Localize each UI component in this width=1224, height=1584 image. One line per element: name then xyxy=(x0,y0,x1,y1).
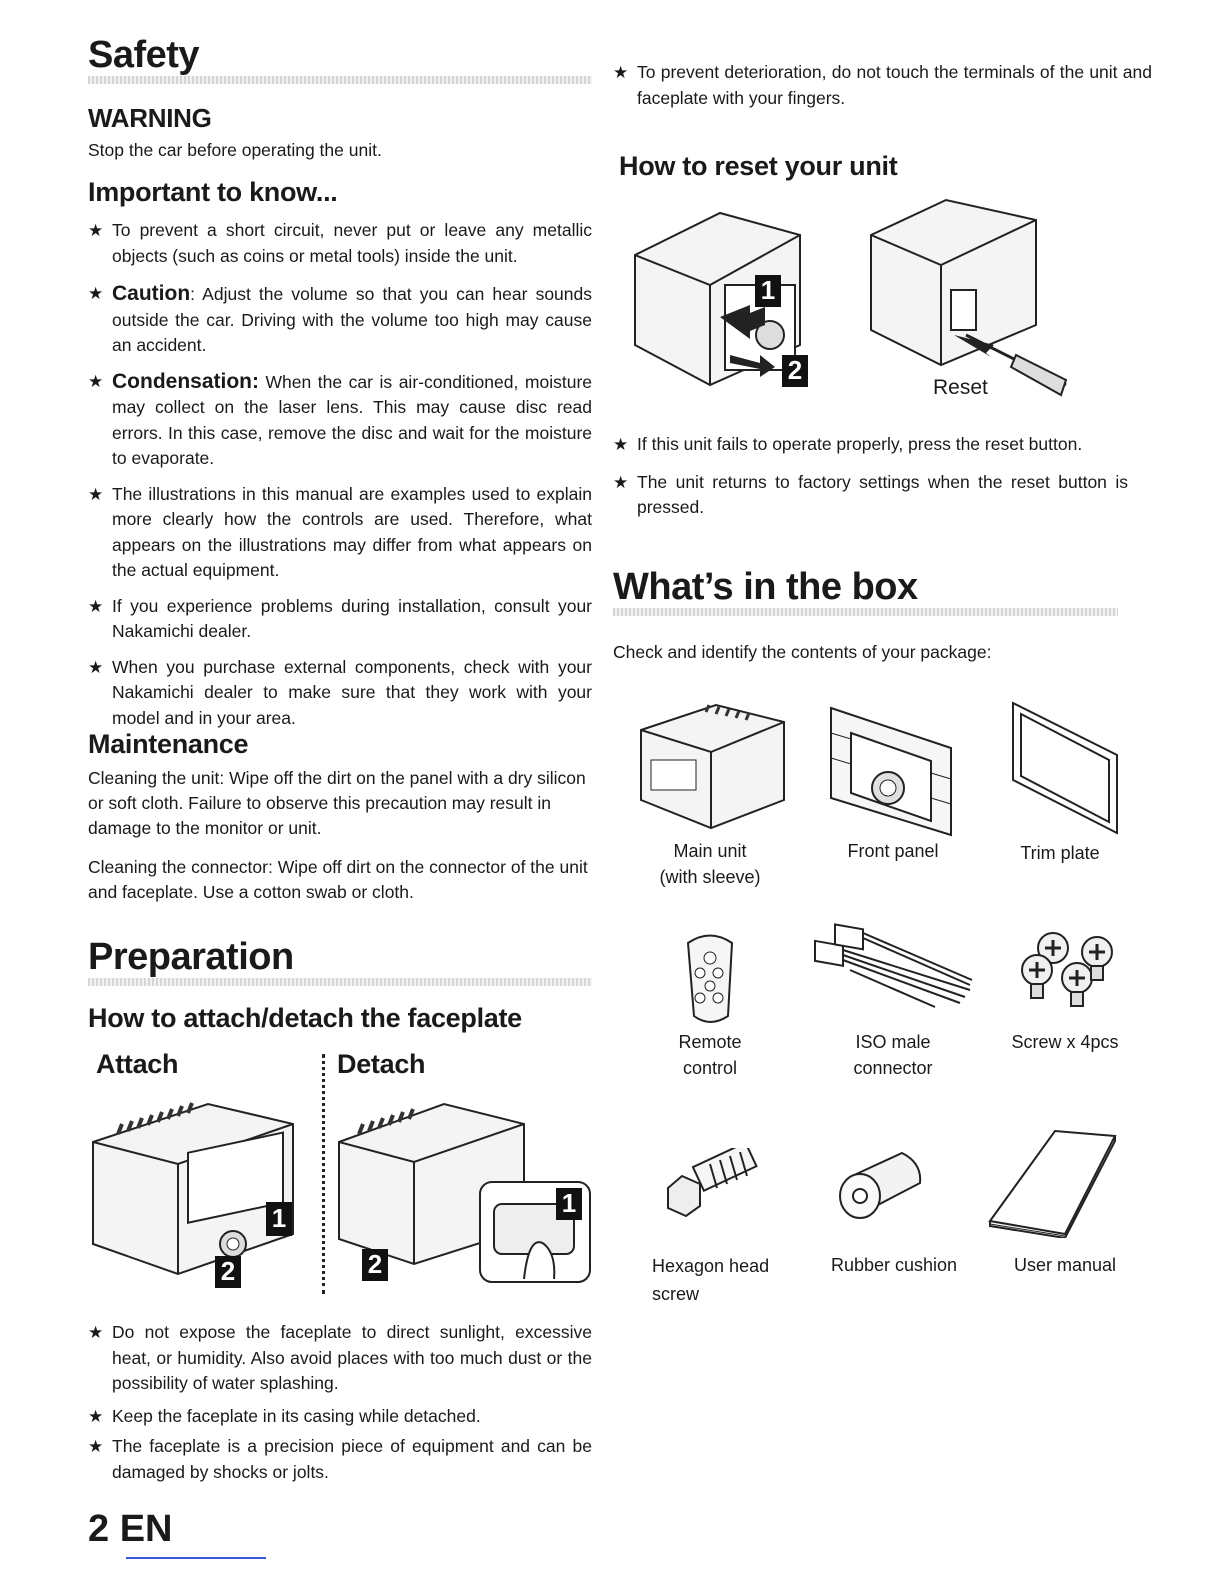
main-unit-image xyxy=(636,700,786,830)
detach-label: Detach xyxy=(337,1049,426,1079)
bullet-text: To prevent deterioration, do not touch the terminals of the unit and faceplate with your fingers. xyxy=(637,62,1152,108)
detach-illustration xyxy=(334,1094,596,1289)
safety-bullet xyxy=(88,218,592,269)
safety-section-header xyxy=(88,36,592,84)
warning-text: Stop the car before operating the unit. xyxy=(88,140,382,160)
title-rule xyxy=(88,978,592,986)
star-bullet-icon: ★ xyxy=(613,63,629,82)
maintenance-heading: Maintenance xyxy=(88,729,249,759)
box-item-detail: (with sleeve) xyxy=(659,867,761,887)
page-number: 2 EN xyxy=(88,1508,173,1550)
important-heading: Important to know... xyxy=(88,177,338,207)
star-bullet-icon: ★ xyxy=(88,1437,104,1456)
bullet-text: If this unit fails to operate properly, press the reset button. xyxy=(637,434,1083,454)
screws-drawing xyxy=(1015,930,1125,1010)
deterioration-bullet xyxy=(613,60,1152,111)
star-bullet-icon: ★ xyxy=(613,472,629,492)
reset-heading: How to reset your unit xyxy=(619,151,898,181)
star-bullet-icon: ★ xyxy=(613,435,629,454)
bullet-text: : Adjust the volume so that you can hear sounds outside the car. Driving with the volume too high may cause an accident. xyxy=(112,284,592,355)
bullet-text: The faceplate is a precision piece of equipment and can be damaged by shocks or jolts. xyxy=(112,1436,592,1482)
star-bullet-icon: ★ xyxy=(88,596,104,616)
step-1-badge: 1 xyxy=(271,1203,287,1233)
step-1-badge: 1 xyxy=(760,275,776,305)
box-item-caption xyxy=(1000,1029,1130,1055)
screws-image xyxy=(1015,930,1125,1010)
safety-bullet xyxy=(88,594,592,645)
hexagon-screw-image xyxy=(660,1148,765,1223)
reset-label: Reset xyxy=(933,376,988,399)
safety-bullet xyxy=(88,482,592,584)
safety-bullet xyxy=(88,655,592,732)
user-manual-drawing xyxy=(985,1126,1120,1238)
preparation-bullet xyxy=(88,1404,592,1430)
star-bullet-icon: ★ xyxy=(88,657,104,677)
preparation-bullet xyxy=(88,1434,592,1485)
box-item-detail: connector xyxy=(853,1058,933,1078)
hexagon-screw-drawing xyxy=(660,1148,765,1223)
whats-in-box-section-header xyxy=(613,568,1118,616)
box-item-name: ISO male xyxy=(855,1032,931,1052)
box-item-name: User manual xyxy=(1013,1255,1117,1275)
reset-bullet xyxy=(613,470,1128,521)
bullet-text: The unit returns to factory settings when the reset button is pressed. xyxy=(637,471,1128,517)
attach-detach-heading: How to attach/detach the faceplate xyxy=(88,1003,522,1033)
step-2-badge: 2 xyxy=(367,1249,383,1279)
car-stereo-detach-drawing xyxy=(334,1094,596,1289)
maintenance-connector-text: Cleaning the connector: Wipe off dirt on the connector of the unit and faceplate. Use a cotton swab or cloth. xyxy=(88,857,588,902)
box-item-caption xyxy=(833,838,953,864)
box-item-caption xyxy=(826,1252,962,1278)
car-stereo-attach-drawing xyxy=(88,1094,308,1294)
bullet-bold-label: Caution xyxy=(112,282,191,305)
reset-illustration-button xyxy=(866,195,1076,405)
star-bullet-icon: ★ xyxy=(88,484,104,504)
bullet-bold-label: Condensation: xyxy=(112,369,259,393)
box-item-name: Main unit xyxy=(673,841,747,861)
car-stereo-remove-faceplate-drawing xyxy=(630,205,830,395)
iso-connector-image xyxy=(810,915,975,1010)
star-bullet-icon: ★ xyxy=(88,284,104,303)
rubber-cushion-image xyxy=(832,1148,927,1228)
bullet-text: Do not expose the faceplate to direct sunlight, excessive heat, or humidity. Also avoid places with too much dust or the possibility of water splashing. xyxy=(112,1322,592,1393)
section-title-preparation: Preparation xyxy=(88,936,294,978)
attach-detach-divider xyxy=(322,1054,325,1294)
box-item-name: Hexagon head xyxy=(652,1256,770,1276)
safety-bullet xyxy=(88,281,592,359)
main-unit-drawing xyxy=(636,700,786,830)
trim-plate-image xyxy=(1010,700,1120,835)
title-rule xyxy=(613,608,1118,616)
box-item-name: Trim plate xyxy=(1020,843,1100,863)
trim-plate-drawing xyxy=(1010,700,1120,835)
footer-link-underline xyxy=(126,1557,266,1559)
maintenance-unit-text: Cleaning the unit: Wipe off the dirt on the panel with a dry silicon or soft cloth. Failure to observe this precaution may result in damage to the monitor or unit. xyxy=(88,768,586,838)
title-rule xyxy=(88,76,592,84)
box-item-detail: screw xyxy=(652,1284,700,1304)
step-2-badge: 2 xyxy=(220,1256,236,1286)
iso-connector-drawing xyxy=(810,915,975,1010)
preparation-bullet-list xyxy=(88,1320,592,1485)
star-bullet-icon: ★ xyxy=(88,1406,104,1426)
rubber-cushion-drawing xyxy=(832,1148,927,1228)
reset-bullet-list xyxy=(613,432,1128,521)
section-title-whats-in-box: What’s in the box xyxy=(613,566,918,608)
user-manual-image xyxy=(985,1126,1120,1238)
bullet-text: To prevent a short circuit, never put or leave any metallic objects (such as coins or metal tools) inside the unit. xyxy=(112,220,592,266)
attach-label: Attach xyxy=(96,1049,179,1079)
safety-bullet xyxy=(88,369,592,472)
bullet-text: When the car is air-conditioned, moisture may collect on the laser lens. This may cause disc read errors. In this case, remove the disc and wait for the moisture to evaporate. xyxy=(112,371,592,468)
box-item-caption xyxy=(650,838,770,890)
bullet-text: When you purchase external components, check with your Nakamichi dealer to make sure that they work with your model and in your area. xyxy=(112,656,592,728)
bullet-text: If you experience problems during installation, consult your Nakamichi dealer. xyxy=(112,595,592,641)
preparation-bullet xyxy=(88,1320,592,1397)
box-item-name: Screw x 4pcs xyxy=(1011,1032,1119,1052)
box-item-caption xyxy=(1000,840,1120,866)
box-item-caption xyxy=(650,1029,770,1081)
box-item-name: Rubber cushion xyxy=(830,1255,958,1275)
front-panel-image xyxy=(826,703,956,838)
box-item-detail: control xyxy=(682,1058,738,1078)
box-item-name: Remote xyxy=(678,1032,742,1052)
step-1-badge: 1 xyxy=(561,1188,577,1218)
reset-illustration-remove xyxy=(630,205,830,395)
remote-control-image xyxy=(680,928,740,1028)
section-title-safety: Safety xyxy=(88,34,200,76)
car-stereo-reset-button-drawing xyxy=(866,195,1076,405)
safety-bullet-list xyxy=(88,218,592,731)
bullet-text: Keep the faceplate in its casing while detached. xyxy=(112,1405,481,1426)
box-item-caption xyxy=(833,1029,953,1081)
front-panel-drawing xyxy=(826,703,956,838)
attach-illustration xyxy=(88,1094,308,1294)
star-bullet-icon: ★ xyxy=(88,371,104,391)
warning-heading: WARNING xyxy=(88,103,212,133)
box-item-caption xyxy=(1000,1252,1130,1278)
step-2-badge: 2 xyxy=(787,355,803,385)
preparation-section-header xyxy=(88,938,592,986)
remote-control-drawing xyxy=(680,928,740,1028)
star-bullet-icon: ★ xyxy=(88,1323,104,1342)
bullet-text: The illustrations in this manual are examples used to explain more clearly how the controls are used. Therefore, what appears on the illustrations may differ from what appears on the actual equipment. xyxy=(112,483,592,580)
box-item-name: Front panel xyxy=(847,841,939,861)
reset-bullet xyxy=(613,432,1128,458)
box-intro-text: Check and identify the contents of your package: xyxy=(613,642,992,662)
box-item-caption xyxy=(642,1252,772,1308)
star-bullet-icon: ★ xyxy=(88,221,104,240)
